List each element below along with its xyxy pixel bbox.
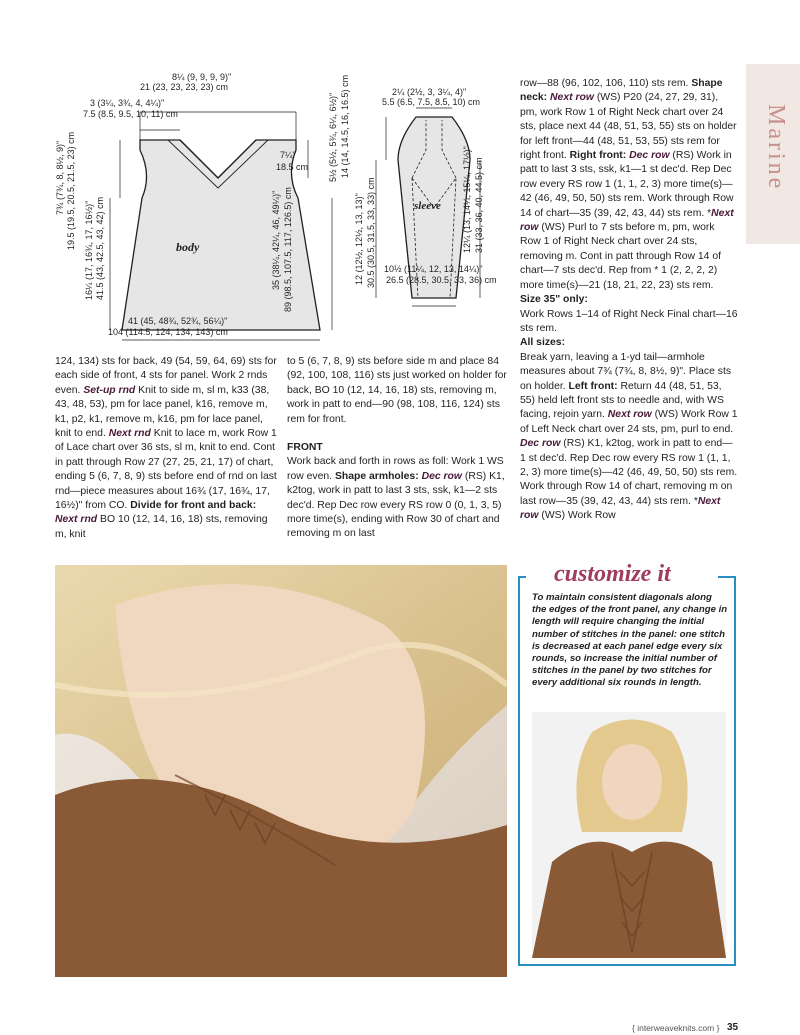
footer-site: { interweaveknits.com } [632, 1023, 720, 1033]
main-photo [55, 565, 507, 977]
body-top-width-cm: 21 (23, 23, 23, 23) cm [140, 82, 229, 92]
sleeve-label: sleeve [414, 200, 441, 212]
upper-width-in: 35 (38¼, 42¼, 46, 49¼)" [271, 190, 281, 290]
sleeve-len-in: 12 (12½, 12½, 13, 13)" [354, 193, 364, 285]
body-top-width-in: 8¼ (9, 9, 9, 9)" [172, 72, 232, 82]
sleeve-len-cm: 30.5 (30.5, 31.5, 33, 33) cm [366, 177, 376, 288]
sleeve-top-in: 2¼ (2½, 3, 3¼, 4)" [392, 87, 467, 97]
upper-width-cm: 89 (98.5, 107.5, 117, 126.5) cm [283, 187, 293, 312]
length-in: 16¼ (17, 16¾, 17, 16½)" [84, 200, 94, 300]
bicep-cm: 31 (33, 36, 40, 44.5) cm [474, 157, 484, 253]
hem-in: 41 (45, 48¾, 52¾, 56¼)" [128, 316, 228, 326]
cap-in: 5½ (5½, 5¾, 6¼, 6½)" [328, 92, 338, 182]
armhole-cm: 19.5 (19.5, 20.5, 21.5, 23) cm [66, 131, 76, 250]
customize-text: To maintain consistent diagonals along the edges of the front panel, any change in length will require changing the initial number of stitches in the panel: one stitch is decreased at each panel edge every six rounds, so increase the initial number of stitches in the panel by two stitches for every additional six rounds in length. [532, 592, 728, 689]
front-heading: FRONT [287, 442, 323, 454]
armhole-in: 7¾ (7¾, 8, 8½, 9)" [55, 140, 65, 215]
section-tab-label: Marine [763, 104, 789, 192]
customize-title: customize it [548, 561, 677, 588]
bicep-in: 12¼ (13, 14¼, 15¼, 17½)" [462, 146, 472, 253]
sleeve-top-cm: 5.5 (6.5, 7.5, 8.5, 10) cm [382, 97, 481, 107]
section-tab [746, 64, 800, 244]
hem-cm: 104 (114.5, 124, 134, 143) cm [108, 327, 228, 337]
length-cm: 41.5 (43, 42.5, 43, 42) cm [95, 196, 105, 300]
cuff-in: 10½ (11¼, 12, 13, 14¼)" [384, 264, 483, 274]
cap-cm: 14 (14, 14.5, 16, 16.5) cm [340, 74, 350, 178]
neck-depth-in: 7¼" [280, 150, 296, 160]
page-number: 35 [727, 1022, 739, 1033]
neck-width-cm: 7.5 (8.5, 9.5, 10, 11) cm [83, 109, 178, 119]
neck-width-in: 3 (3¼, 3¾, 4, 4¼)" [90, 98, 165, 108]
column-2: to 5 (6, 7, 8, 9) sts before side m and place 84 (92, 100, 108, 116) sts just worked on holder for back, BO 10 (12, 14, 16, 18) sts, removing m, work in patt to end—90 (98, 108, 116, 124) sts rem for front. FRONT Work back and forth in rows as foll: Work 1 WS row even. Shape armholes: Dec row (RS) K1, k2tog, work in patt to last 3 sts, ssk, k1—2 sts dec'd. Rep Dec row every RS row 0 (0, 1, 3, 5) more time(s), ending with Row 30 of chart and removing m on last [287, 355, 509, 542]
column-1: 124, 134) sts for back, 49 (54, 59, 64, 69) sts for each side of front, 4 sts for panel. Work 2 rnds even. Set-up rnd Knit to side m, sl m, k33 (38, 43, 48, 53), pm for lace panel, k16, remove m, k1, p2, k1, remove m, k16, pm for lace panel, knit to end. Next rnd Knit to lace m, work Row 1 of Lace chart over 36 sts, sl m, knit to end. Cont in patt through Row 27 (27, 25, 21, 17) of chart, ending 5 (6, 7, 8, 9) sts before end of rnd on last rnd—piece measures about 16¾ (17, 16¾, 17, 16½)" from CO. Divide for front and back: Next rnd BO 10 (12, 14, 16, 18) sts, removing m, knit [55, 356, 277, 540]
column-3: row—88 (96, 102, 106, 110) sts rem. Shape neck: Next row (WS) P20 (24, 27, 29, 31), pm, work Row 1 of Right Neck chart over 24 sts, place next 44 (48, 51, 53, 55) sts on holder for left front—44 (48, 51, 53, 55) sts rem for right front. Right front: Dec row (RS) Work in patt to last 3 sts, ssk, k1—1 st dec'd. Rep Dec row every RS row 1 (1, 1, 2, 3) more time(s)—42 (46, 49, 50, 50) sts rem. Work through Row 14 of chart—35 (39, 42, 43, 44) sts rem. *Next row (WS) Purl to 7 sts before m, pm, work Row 1 of Right Neck chart over 24 sts, removing m. Cont in patt through Row 14 of chart—7 sts dec'd. Rep from * 1 (2, 2, 2, 2) more time(s)—21 (18, 21, 22, 23) sts rem. Size 35" only: Work Rows 1–14 of Right Neck Final chart—16 sts rem. All sizes: Break yarn, leaving a 1-yd tail—armhole measures about 7¾ (7¾, 8, 8½, 9)". Place sts on holder. Left front: Return 44 (48, 51, 53, 55) held left front sts to needle and, with WS facing, rejoin yarn. Next row (WS) Work Row 1 of Left Neck chart over 24 sts, pm, purl to end. Dec row (RS) K1, k2tog, work in patt to end—1 st dec'd. Rep Dec row every RS row 1 (1, 1, 2, 3) more time(s)—42 (46, 49, 50, 50) sts rem. Work through Row 14 of chart, removing m on last row—35 (39, 42, 43, 44) sts rem. *Next row (WS) Work Row [520, 78, 738, 522]
neck-depth-cm: 18.5 cm [276, 162, 309, 172]
customize-photo [532, 712, 726, 958]
body-label: body [176, 240, 200, 254]
cuff-cm: 26.5 (28.5, 30.5, 33, 36) cm [386, 275, 497, 285]
